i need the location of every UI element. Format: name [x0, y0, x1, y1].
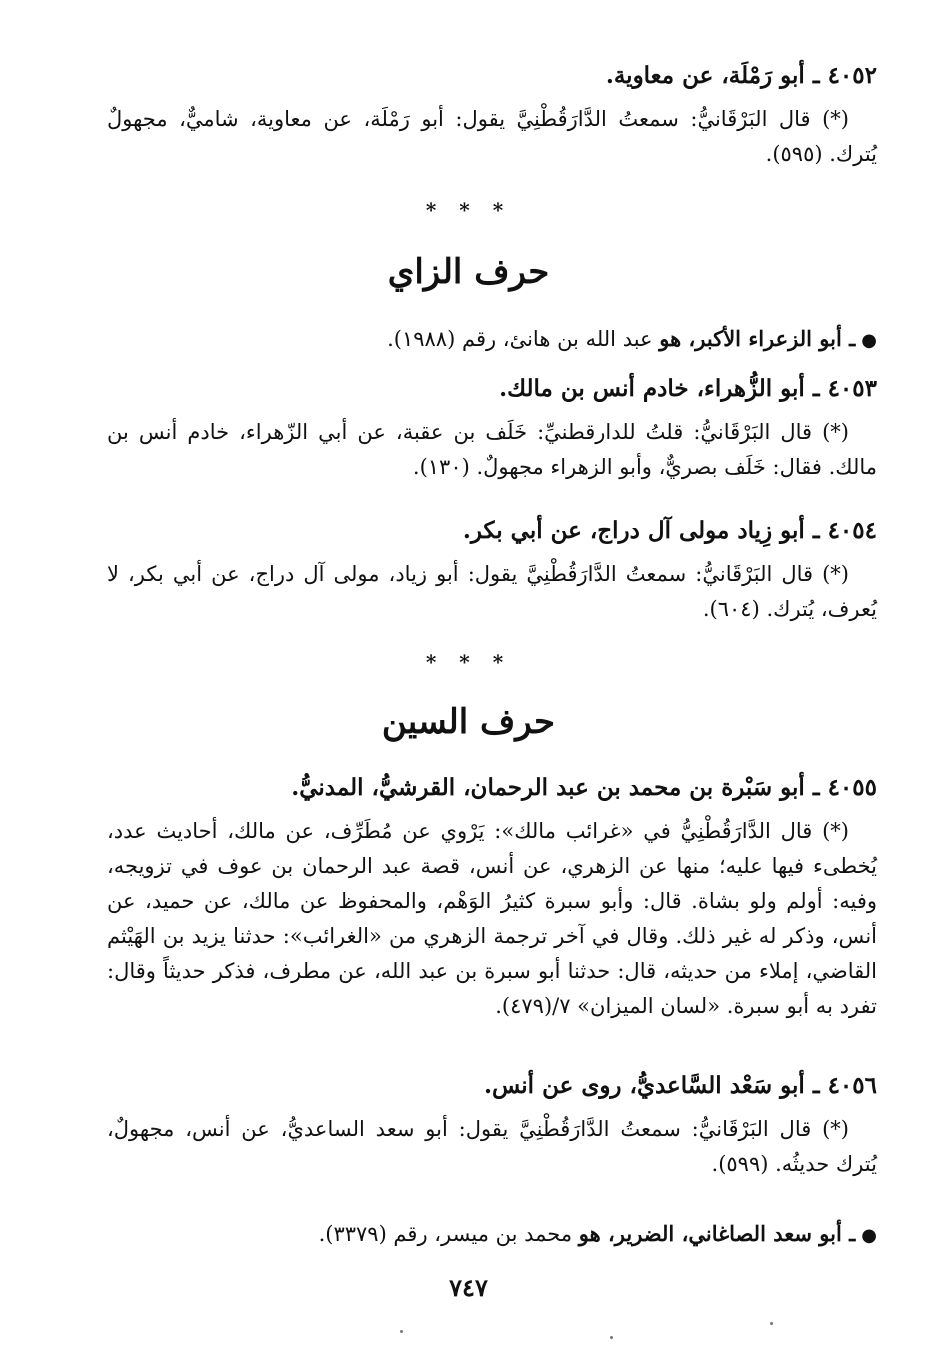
entry-4056: [107, 1070, 877, 1182]
section-title-zay: حرف الزاي: [387, 252, 550, 292]
entry-text-content: (*) قال البَرْقَانيُّ: قلتُ للدارقطنيِّ: خَلَف بن عقبة، عن أبي الزّهراء، خادم أنس بن مالك. فقال: خَلَف بصريٌّ، وأبو الزهراء مجهولٌ. (١٣٠).: [107, 420, 877, 479]
note-lead: ـ أبو الزعراء الأكبر، هو: [659, 326, 856, 351]
bullet-icon: ●: [861, 330, 877, 351]
entry-text: [107, 557, 877, 627]
entry-text: [107, 102, 877, 172]
scan-speck: [400, 1330, 403, 1333]
entry-text-content: (*) قال الدَّارَقُطْنِيُّ في «غرائب مالك»: يَرْوي عن مُطَرِّف، عن مالك، أحاديث عدد، يُخطىء فيها عليه؛ منها عن الزهري، عن أنس، قصة عبد الرحمان بن عوف في تزويجه، وفيه: أولم ولو بشاة. قال: وأبو سبرة كثيرُ الوَهْم، والمحفوظ عن مالك، عن حميد، عن أنس، وذكر له غير ذلك. وقال في آخر ترجمة الزهري من «الغرائب»: حدثنا يزيد بن الهَيْثم القاضي، إملاء من حديثه، قال: حدثنا أبو سبرة بن عبد الله، عن مطرف، فذكر حديثاً وقال: تفرد به أبو سبرة. «لسان الميزان» ٧/(٤٧٩).: [107, 819, 877, 1018]
entry-4052: [107, 60, 877, 172]
bullet-icon: ●: [861, 1225, 877, 1246]
entry-text-content: (*) قال البَرْقَانيُّ: سمعتُ الدَّارَقُطْنِيَّ يقول: أبو رَمْلَة، عن معاوية، شاميٌّ، مجهولٌ يُترك. (٥٩٥).: [107, 107, 877, 166]
entry-text-content: (*) قال البَرْقَانيُّ: سمعتُ الدَّارَقُطْنِيَّ يقول: أبو زياد، مولى آل دراج، عن أبي بكر، لا يُعرف، يُترك. (٦٠٤).: [107, 562, 877, 621]
section-title-seen: حرف السين: [381, 702, 556, 742]
entry-heading: ٤٠٥٢ ـ أبو رَمْلَة، عن معاوية.: [605, 62, 877, 89]
entry-text: [107, 415, 877, 485]
entry-4054: [107, 515, 877, 627]
section-separator: * * *: [425, 198, 512, 222]
entry-text: [107, 814, 877, 1024]
entry-4053: [107, 373, 877, 485]
section-separator: * * *: [425, 650, 512, 674]
note-lead: ـ أبو سعد الصاغاني، الضرير، هو: [578, 1221, 856, 1246]
page-number: ٧٤٧: [449, 1273, 488, 1302]
entry-4055: [107, 772, 877, 1024]
entry-heading: ٤٠٥٤ ـ أبو زِياد مولى آل دراج، عن أبي بكر.: [462, 517, 877, 544]
entry-heading: ٤٠٥٥ ـ أبو سَبْرة بن محمد بن عبد الرحمان، القرشيُّ، المدنيُّ.: [291, 774, 877, 801]
scan-speck: [770, 1322, 773, 1325]
scan-speck: [610, 1336, 613, 1339]
entry-text-content: (*) قال البَرْقَانيُّ: سمعتُ الدَّارَقُطْنِيَّ يقول: أبو سعد الساعديُّ، عن أنس، مجهولٌ، يُترك حديثُه. (٥٩٩).: [107, 1117, 877, 1176]
entry-heading: ٤٠٥٦ ـ أبو سَعْد السَّاعديُّ، روى عن أنس.: [483, 1072, 877, 1099]
cross-reference-note: [107, 323, 877, 357]
entry-heading: ٤٠٥٣ ـ أبو الزُّهراء، خادم أنس بن مالك.: [499, 375, 877, 402]
entry-text: [107, 1112, 877, 1182]
note-reference: محمد بن ميسر، رقم (٣٣٧٩).: [318, 1222, 579, 1246]
cross-reference-note: [107, 1218, 877, 1252]
note-reference: عبد الله بن هانئ، رقم (١٩٨٨).: [387, 327, 660, 351]
